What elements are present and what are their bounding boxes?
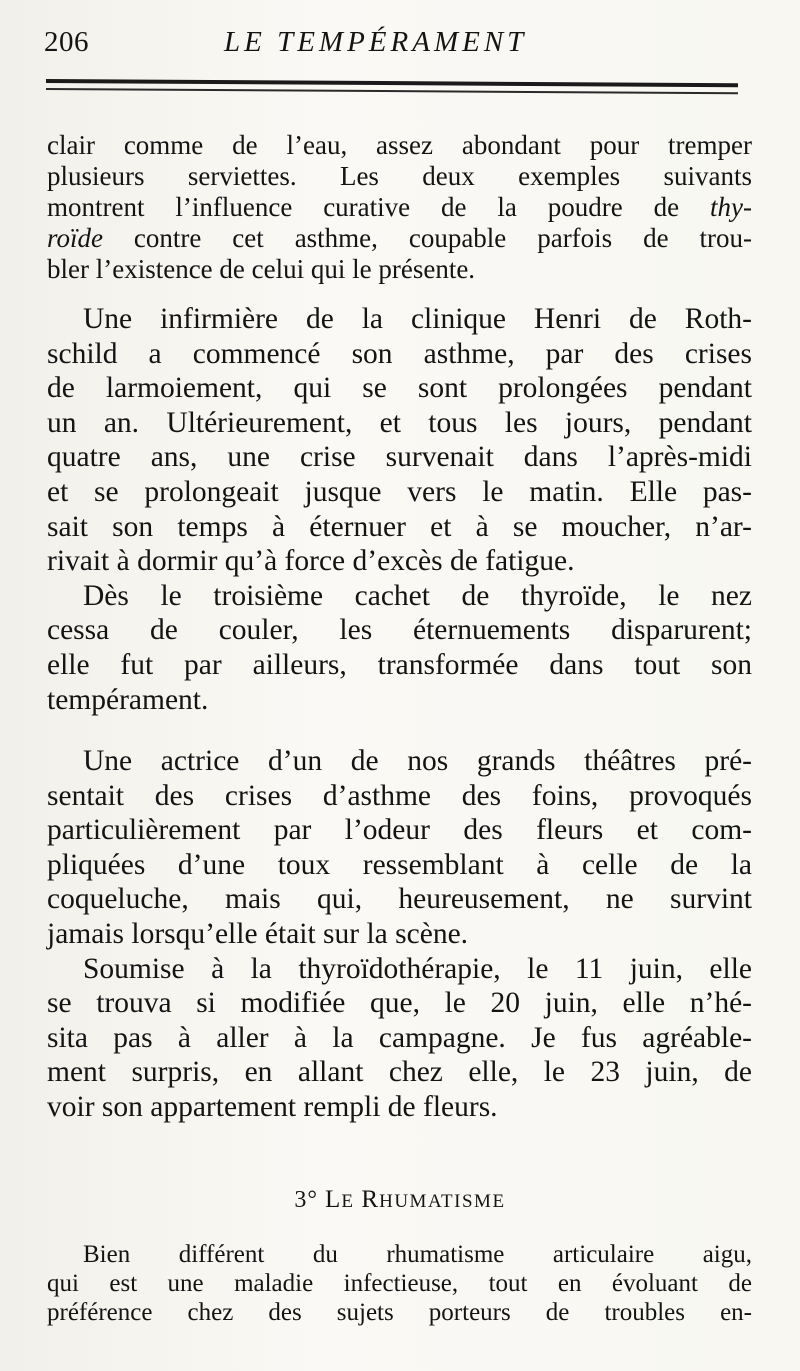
text-line: [47, 192, 752, 223]
text-line: rivait à dormir qu’à force d’excès de fatigue.: [47, 545, 575, 578]
paragraph-nurse-case: [47, 302, 752, 717]
text-line: quatre ans, une crise survenait dans l’après-midi: [47, 441, 752, 474]
text-line: clair comme de l’eau, assez abondant pour tremper: [47, 130, 752, 160]
italic-word: thy-: [710, 192, 752, 222]
text-line: se trouva si modifiée que, le 20 juin, elle n’hé-: [47, 987, 752, 1020]
heading-cap: L: [325, 1186, 342, 1213]
text-line: pliquées d’une toux ressemblant à celle de la: [47, 848, 752, 881]
text-line: elle fut par ailleurs, transformée dans tout son: [47, 648, 752, 681]
text-line: [47, 223, 752, 254]
text-line: coqueluche, mais qui, heureusement, ne survint: [47, 883, 752, 916]
page-number: 206: [44, 26, 89, 58]
text-line: préférence chez des sujets porteurs de troubles en-: [47, 1299, 752, 1326]
text-line: schild a commencé son asthme, par des crises: [47, 337, 752, 370]
text-line: voir son appartement rempli de fleurs.: [47, 1090, 498, 1123]
heading-smallcaps: HUMATISME: [379, 1191, 506, 1212]
heading-cap: R: [361, 1186, 380, 1213]
text-line: sait son temps à éternuer et à se moucher, n’ar-: [47, 510, 752, 543]
header-rule-thin: [46, 88, 738, 94]
text-line: ment surpris, en allant chez elle, le 23 juin, de: [47, 1056, 752, 1089]
paragraph-continuation: [47, 130, 752, 285]
section-number: 3°: [294, 1187, 319, 1213]
text-line: cessa de couler, les éternuements disparurent;: [47, 614, 752, 647]
paragraph-rheumatism: [47, 1240, 752, 1327]
text-segment: contre cet asthme, coupable parfois de trou-: [103, 223, 752, 253]
text-line: un an. Ultérieurement, et tous les jours, pendant: [47, 406, 752, 439]
text-line: et se prolongeait jusque vers le matin. Elle pas-: [47, 475, 752, 508]
header-rule-thick: [46, 79, 738, 87]
text-line: qui est une maladie infectieuse, tout en évoluant de: [47, 1270, 752, 1297]
text-line: Une infirmière de la clinique Henri de Roth-: [83, 303, 752, 335]
text-line: Soumise à la thyroïdothérapie, le 11 juin, elle: [83, 952, 752, 985]
italic-word: roïde: [47, 223, 103, 253]
text-line: jamais lorsqu’elle était sur la scène.: [47, 917, 469, 950]
text-line: de larmoiement, qui se sont prolongées pendant: [47, 372, 752, 405]
heading-smallcaps: E: [341, 1191, 355, 1212]
section-heading: [0, 1186, 800, 1214]
text-line: sita pas à aller à la campagne. Je fus agréable-: [47, 1021, 752, 1054]
text-line: tempérament.: [47, 683, 209, 716]
text-line: particulièrement par l’odeur des fleurs et com-: [47, 814, 752, 847]
text-segment: montrent l’influence curative de la poudre de: [47, 192, 711, 222]
running-title: LE TEMPÉRAMENT: [224, 26, 528, 58]
text-line: Dès le troisième cachet de thyroïde, le nez: [83, 579, 752, 612]
text-line: Bien différent du rhumatisme articulaire aigu,: [83, 1241, 752, 1268]
paragraph-actress-case: [47, 744, 752, 1125]
page-header: [44, 26, 744, 66]
text-line: Une actrice d’un de nos grands théâtres pré-: [83, 745, 752, 777]
text-line: bler l’existence de celui qui le présente.: [47, 254, 476, 284]
text-line: plusieurs serviettes. Les deux exemples suivants: [47, 161, 752, 191]
text-line: sentait des crises d’asthme des foins, provoqués: [47, 779, 752, 812]
